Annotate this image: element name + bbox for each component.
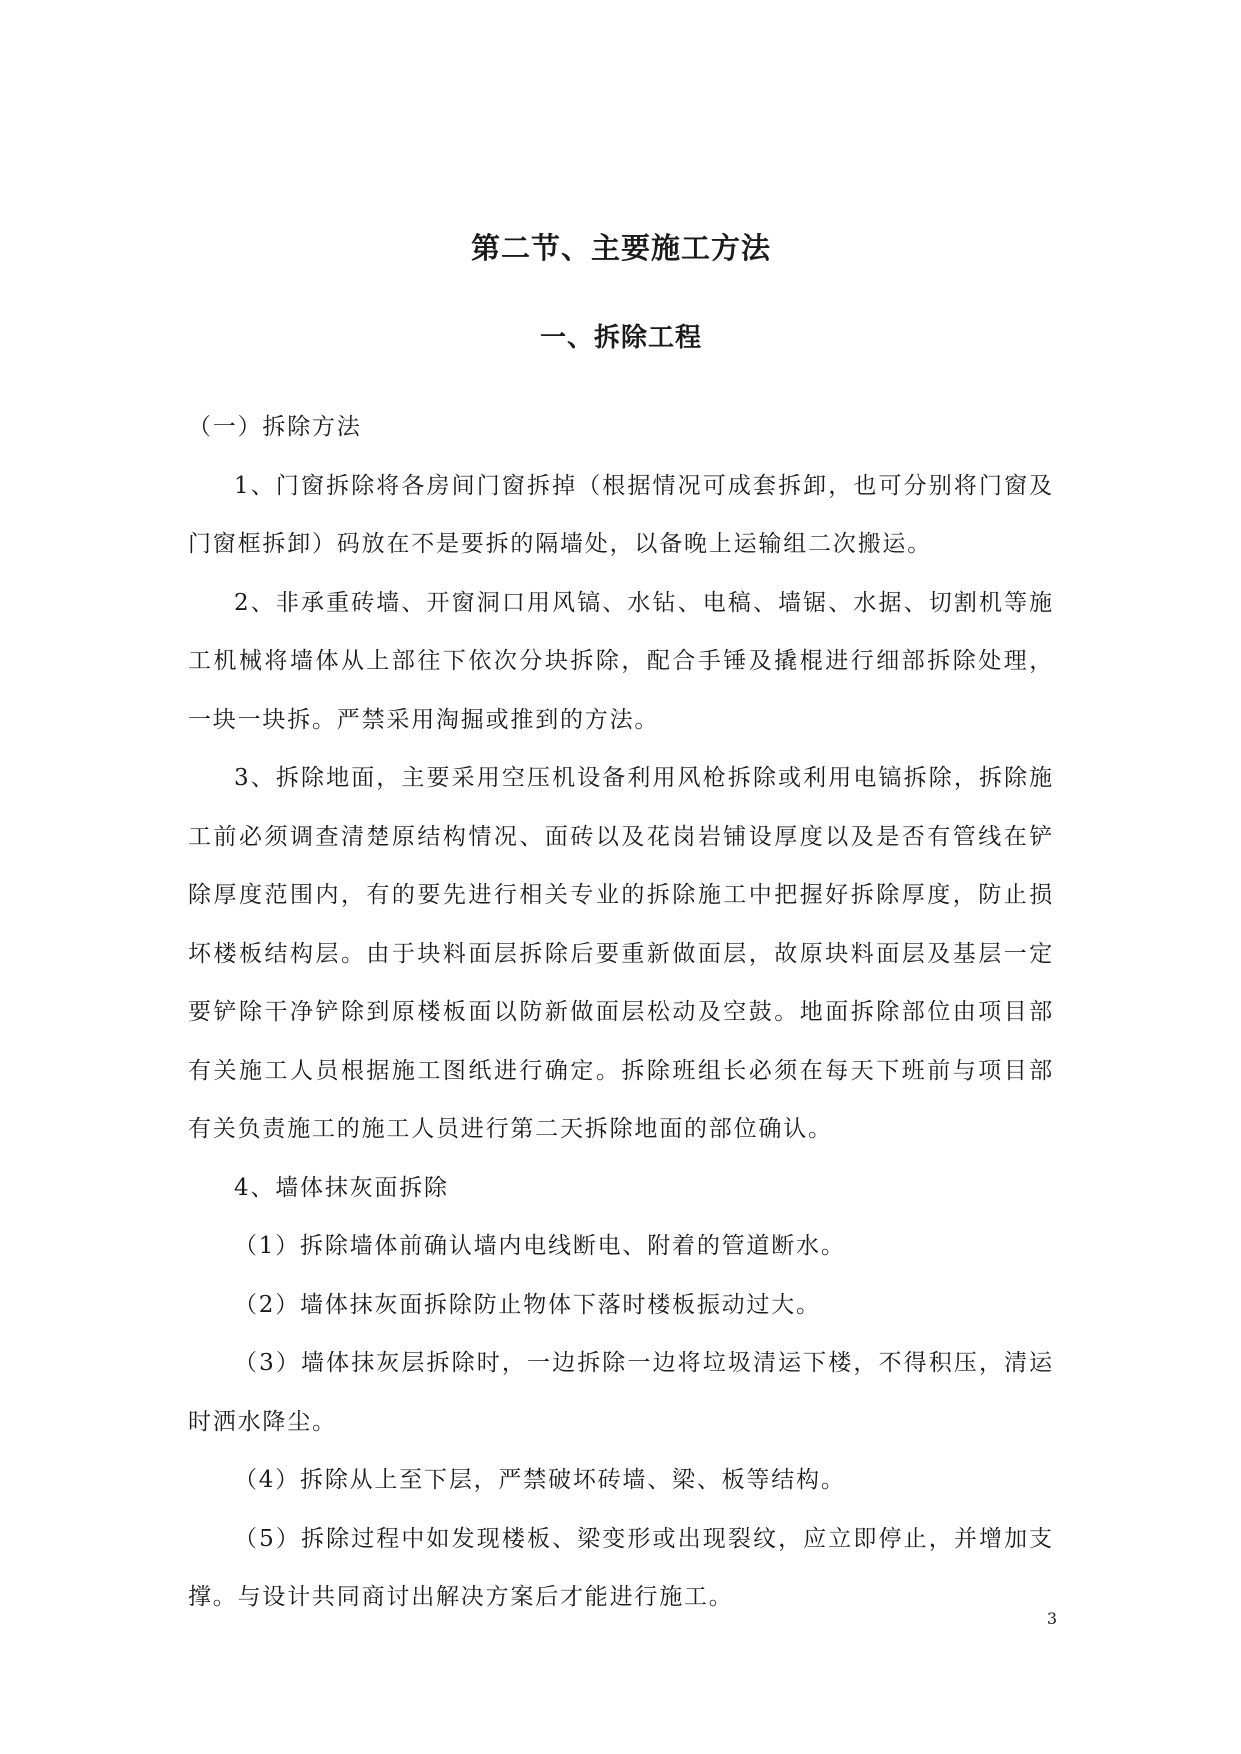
paragraph-brick-wall-removal: 2、非承重砖墙、开窗洞口用风镐、水钻、电稿、墙锯、水据、切割机等施工机械将墙体从上部往下依次分块拆除，配合手锤及撬棍进行细部拆除处理，一块一块拆。严禁采用淘掘或推到的方法。	[188, 589, 1054, 733]
body-text	[188, 398, 1054, 1627]
paragraph-door-window-removal: 1、门窗拆除将各房间门窗拆掉（根据情况可成套拆卸，也可分别将门窗及门窗框拆卸）码放在不是要拆的隔墙处，以备晚上运输组二次搬运。	[188, 472, 1054, 557]
section-title: 第二节、主要施工方法	[470, 231, 771, 265]
paragraph-item-4: （4）拆除从上至下层，严禁破坏砖墙、梁、板等结构。	[234, 1467, 846, 1493]
paragraph-floor-removal: 3、拆除地面，主要采用空压机设备利用风枪拆除或利用电镐拆除，拆除施工前必须调查清楚原结构情况、面砖以及花岗岩铺设厚度以及是否有管线在铲除厚度范围内，有的要先进行相关专业的拆除施工中把握好拆除厚度，防止损坏楼板结构层。由于块料面层拆除后要重新做面层，故原块料面层及基层一定要铲除干净铲除到原楼板面以防新做面层松动及空鼓。地面拆除部位由项目部有关施工人员根据施工图纸进行确定。拆除班组长必须在每天下班前与项目部有关负责施工的施工人员进行第二天拆除地面的部位确认。	[188, 765, 1054, 1142]
paragraph-plaster-removal-heading: 4、墙体抹灰面拆除	[234, 1174, 449, 1201]
paragraph-item-5: （5）拆除过程中如发现楼板、梁变形或出现裂纹，应立即停止，并增加支撑。与设计共同商讨出解决方案后才能进行施工。	[188, 1525, 1054, 1610]
method-heading: （一）拆除方法	[188, 414, 362, 440]
paragraph-item-2: （2）墙体抹灰面拆除防止物体下落时楼板振动过大。	[234, 1291, 821, 1318]
paragraph-item-3: （3）墙体抹灰层拆除时，一边拆除一边将垃圾清运下楼，不得积压，清运时洒水降尘。	[188, 1350, 1054, 1435]
page-number: 3	[1046, 1609, 1057, 1628]
subsection-title: 一、拆除工程	[539, 323, 702, 353]
paragraph-item-1: （1）拆除墙体前确认墙内电线断电、附着的管道断水。	[234, 1233, 846, 1259]
